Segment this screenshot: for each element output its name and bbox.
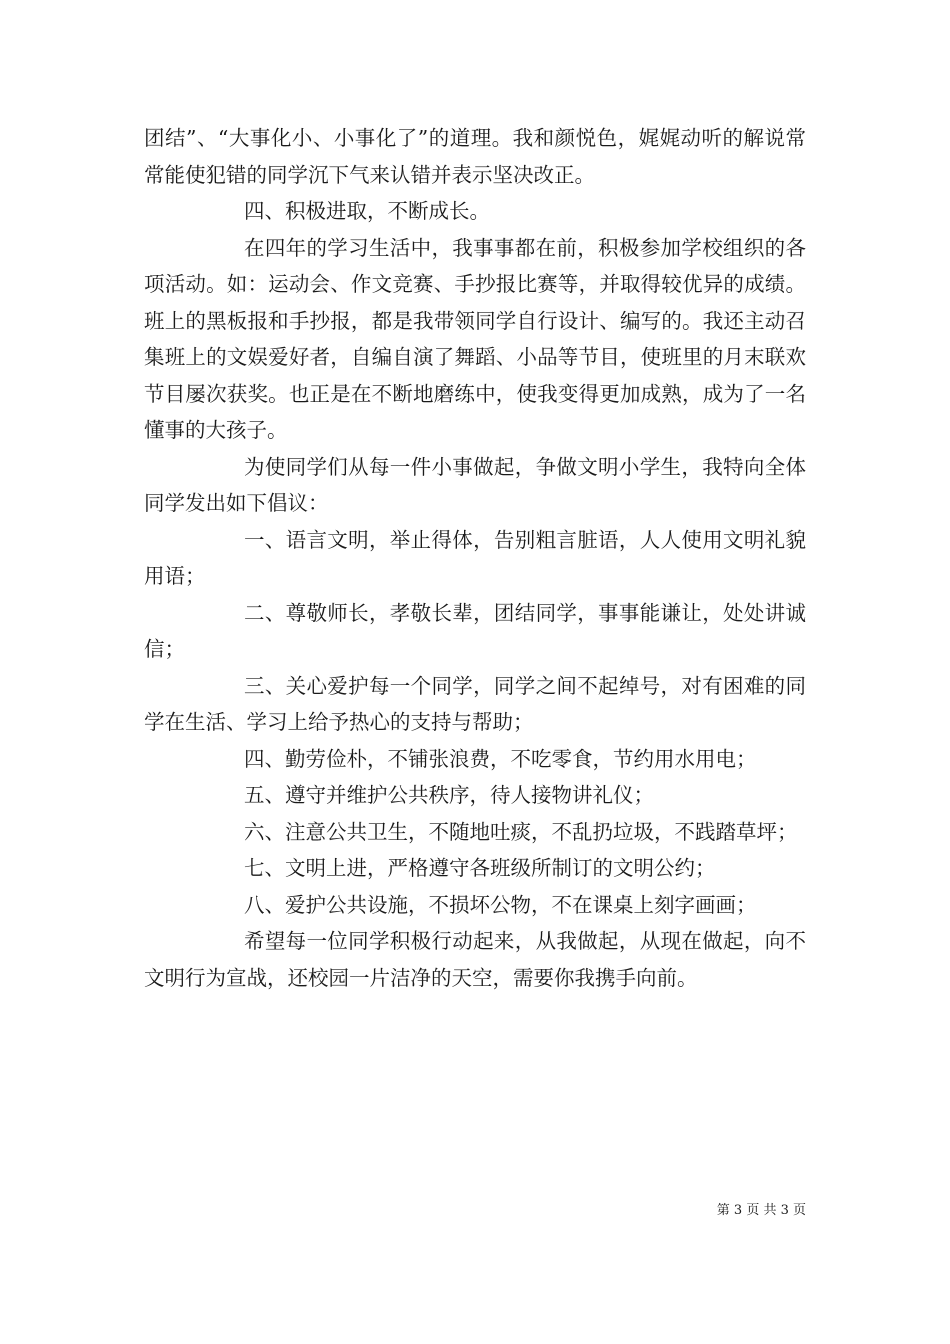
paragraph-4: 为使同学们从每一件小事做起，争做文明小学生，我特向全体同学发出如下倡议： [144,454,806,515]
proposal-item-1: 一、语言文明，举止得体，告别粗言脏语，人人使用文明礼貌用语； [144,527,806,588]
proposal-item-4: 四、勤劳俭朴，不铺张浪费，不吃零食，节约用水用电； [244,746,757,771]
document-body [144,120,806,996]
proposal-item-7: 七、文明上进，严格遵守各班级所制订的文明公约； [244,856,716,880]
page-number: 第 3 页 共 3 页 [716,1203,806,1218]
proposal-item-3: 三、关心爱护每一个同学，同学之间不起绰号，对有困难的同学在生活、学习上给予热心的支持与帮助； [144,673,806,734]
proposal-item-8: 八、爱护公共设施，不损坏公物，不在课桌上刻字画画； [244,892,757,917]
paragraph-2: 四、积极进取，不断成长。 [244,199,490,223]
paragraph-1: 团结”、“大事化小、小事化了”的道理。我和颜悦色，娓娓动听的解说常常能使犯错的同学沉下气来认错并表示坚决改正。 [144,126,806,187]
proposal-item-5: 五、遵守并维护公共秩序，待人接物讲礼仪； [244,783,654,807]
paragraph-3: 在四年的学习生活中，我事事都在前，积极参加学校组织的各项活动。如：运动会、作文竞赛、手抄报比赛等，并取得较优异的成绩。班上的黑板报和手抄报，都是我带领同学自行设计、编写的。我还主动召集班上的文娱爱好者，自编自演了舞蹈、小品等节目，使班里的月末联欢节目屡次获奖。也正是在不断地磨练中，使我变得更加成熟，成为了一名懂事的大孩子。 [144,235,806,442]
closing-paragraph: 希望每一位同学积极行动起来，从我做起，从现在做起，向不文明行为宣战，还校园一片洁净的天空，需要你我携手向前。 [144,929,806,990]
proposal-item-2: 二、尊敬师长，孝敬长辈，团结同学，事事能谦让，处处讲诚信； [144,600,806,661]
proposal-item-6: 六、注意公共卫生，不随地吐痰，不乱扔垃圾，不践踏草坪； [244,819,798,844]
